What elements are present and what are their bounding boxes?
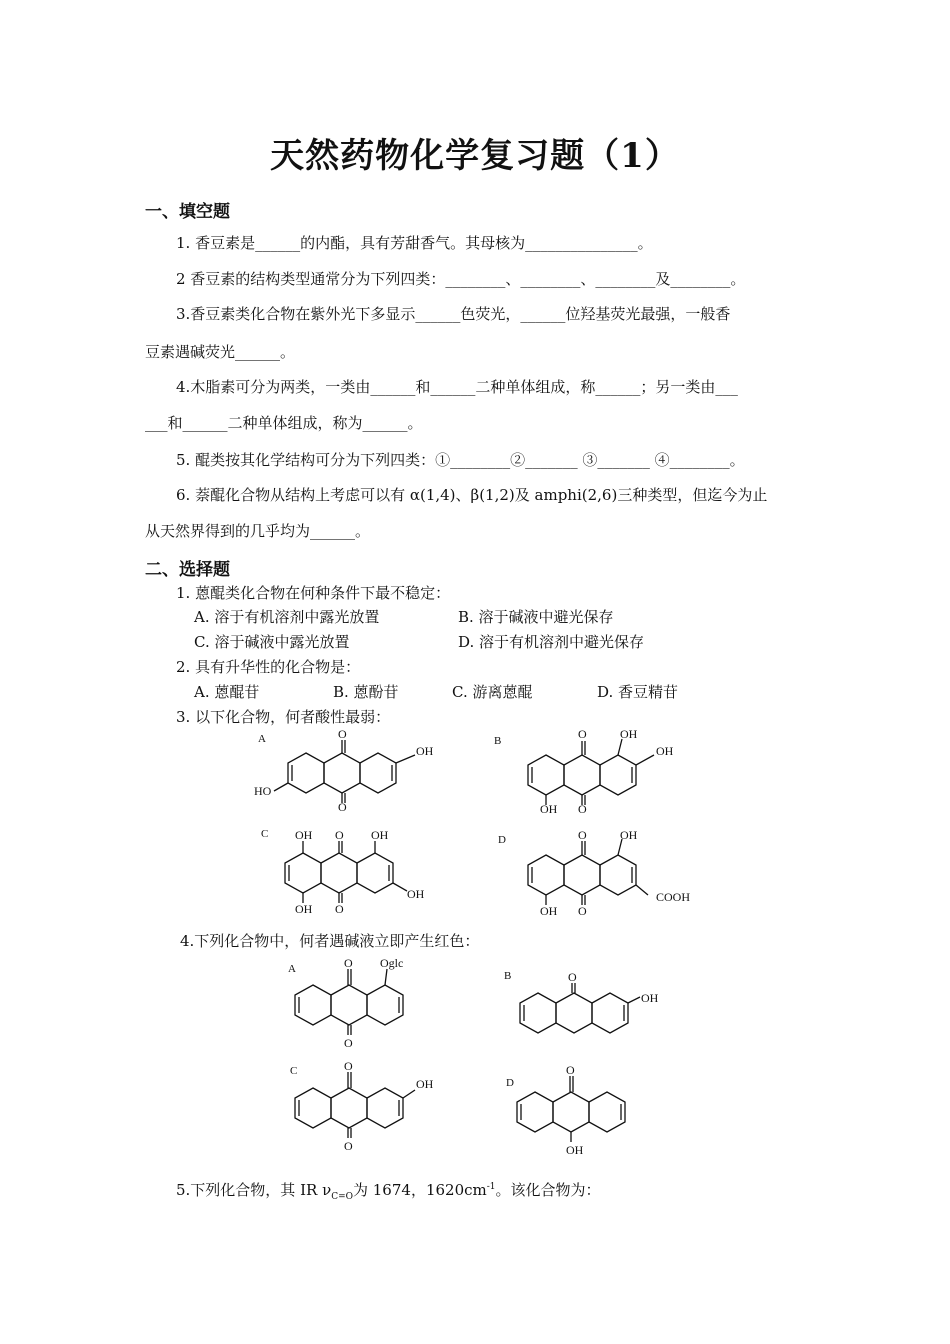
structure-q4-a [282,955,442,1055]
svg-text:OH: OH [540,802,558,816]
structure-q4-b [500,965,680,1055]
question-line: 2 香豆素的结构类型通常分为下列四类：________、________、________及________。 [176,270,746,288]
question-stem-q5: 5.下列化合物，其 IR $\nu_{C=O}$为 1674，$1620cm^{-1}$。该化合物为： [176,1181,601,1202]
svg-text:O: O [344,1139,353,1153]
structure-b [488,725,698,820]
svg-text:OH: OH [295,902,313,916]
option-d: D. 香豆精苷 [597,683,679,701]
svg-text:OH: OH [656,744,674,758]
question-line: 豆素遇碱荧光______。 [145,343,296,361]
question-line: 3.香豆素类化合物在紫外光下多显示______色荧光，______位羟基荧光最强，一般香 [176,305,731,323]
svg-text:O: O [335,828,344,842]
structure-label: A [258,733,266,745]
option-b: B. 溶于碱液中避光保存 [458,608,614,626]
svg-text:OH: OH [407,887,425,901]
svg-text:OH: OH [540,904,558,918]
structure-label: A [288,963,296,975]
structure-label: D [498,834,506,846]
svg-text:O: O [568,970,577,984]
structure-d [490,825,710,920]
svg-text:O: O [338,800,347,814]
svg-text:O: O [344,1036,353,1050]
question-line: ___和______二种单体组成，称为______。 [145,414,423,432]
svg-text:OH: OH [416,744,434,758]
svg-text:HO: HO [254,784,272,798]
structure-label: C [290,1065,298,1077]
svg-text:O: O [578,802,587,816]
svg-text:OH: OH [566,1143,584,1157]
structure-label: B [494,735,502,747]
option-a: A. 溶于有机溶剂中露光放置 [194,608,380,626]
svg-text:O: O [335,902,344,916]
structure-q4-d [502,1062,652,1162]
svg-text:OH: OH [416,1077,434,1091]
question-stem: 1. 蒽醌类化合物在何种条件下最不稳定： [176,584,451,602]
page-title: 天然药物化学复习题（1） [270,136,680,176]
structure-label: D [506,1077,514,1089]
svg-text:O: O [578,904,587,918]
svg-text:OH: OH [620,727,638,741]
question-line: 1. 香豆素是______的内酯，具有芳甜香气。其母核为_______________。 [176,234,653,252]
svg-text:COOH: COOH [656,890,691,904]
option-d: D. 溶于有机溶剂中避光保存 [458,633,645,651]
option-c: C. 游离蒽醌 [452,683,533,701]
question-stem: 2. 具有升华性的化合物是： [176,658,361,676]
question-line: 6. 萘醌化合物从结构上考虑可以有 α(1,4)、β(1,2)及 amphi(2,6)三种类型，但迄今为止 [176,486,768,504]
structure-c [255,825,455,920]
question-line: 从天然界得到的几乎均为______。 [145,522,371,540]
question-stem: 3. 以下化合物，何者酸性最弱： [176,708,391,726]
section-choice-heading: 二、选择题 [145,560,230,580]
svg-text:OH: OH [620,828,638,842]
structure-label: B [504,970,512,982]
svg-text:O: O [344,1059,353,1073]
svg-text:OH: OH [371,828,389,842]
svg-text:O: O [578,828,587,842]
question-line: 4.木脂素可分为两类，一类由______和______二种单体组成，称______；另一类由___ [176,378,738,396]
question-line: 5. 醌类按其化学结构可分为下列四类：①________②_______ ③_______ ④________。 [176,451,745,469]
svg-text:OH: OH [295,828,313,842]
structure-a [250,725,450,815]
option-b: B. 蒽酚苷 [333,683,399,701]
svg-text:O: O [338,727,347,741]
structure-q4-c [285,1058,455,1158]
structure-label: C [261,828,269,840]
svg-text:O: O [578,727,587,741]
section-fill-in-heading: 一、填空题 [145,202,230,222]
svg-text:OH: OH [641,991,659,1005]
option-c: C. 溶于碱液中露光放置 [194,633,350,651]
option-a: A. 蒽醌苷 [194,683,260,701]
svg-text:O: O [566,1063,575,1077]
svg-text:Oglc: Oglc [380,956,404,970]
svg-text:O: O [344,956,353,970]
question-stem: 4.下列化合物中，何者遇碱液立即产生红色： [180,932,480,950]
